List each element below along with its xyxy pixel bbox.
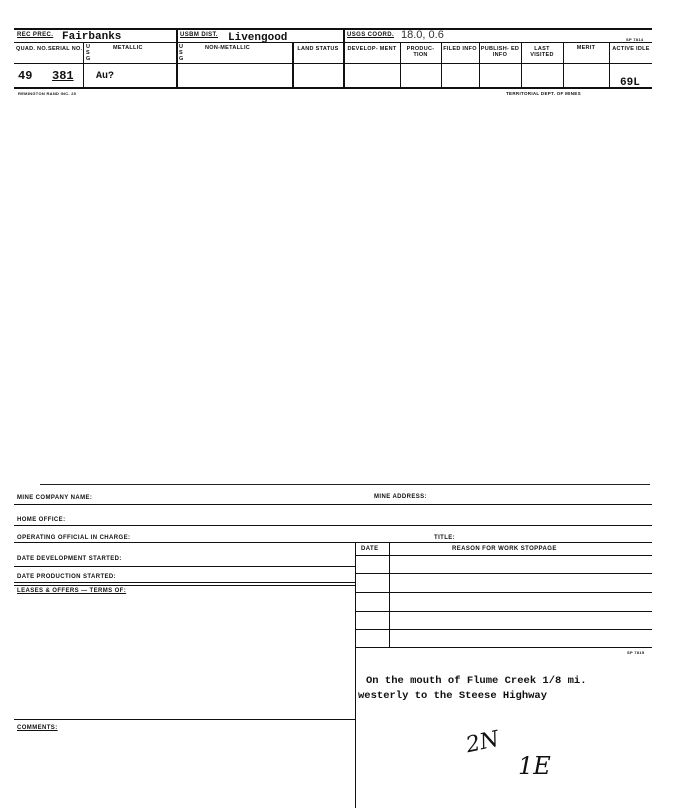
date-header: DATE [361, 546, 379, 552]
metallic-header: METALLIC [113, 45, 143, 51]
published-info-header: PUBLISH- ED INFO [480, 46, 520, 58]
date-column-divider [389, 542, 390, 648]
location-text-line-2: westerly to the Steese Highway [358, 690, 548, 702]
active-idle-header: ACTIVE IDLE [612, 46, 650, 52]
operating-official-label: OPERATING OFFICIAL IN CHARGE: [17, 535, 131, 541]
rec-prec-value: Fairbanks [62, 31, 122, 43]
development-header: DEVELOP- MENT [347, 46, 397, 52]
reason-header: REASON FOR WORK STOPPAGE [452, 546, 557, 552]
comments-rule [14, 719, 355, 720]
mine-company-name-label: MINE COMPANY NAME: [17, 495, 93, 501]
right-table-row-3 [355, 611, 652, 612]
serial-no-value: 381 [52, 69, 74, 83]
right-table-row-4 [355, 629, 652, 630]
usg-metallic-header: U S G [86, 44, 91, 62]
location-text-line-1: On the mouth of Flume Creek 1/8 mi. [366, 675, 587, 687]
row-rule-1 [14, 504, 652, 505]
top-card-colhead-rule [14, 63, 652, 64]
usgs-coord-value: 18.0, 0.6 [401, 29, 444, 41]
top-footer-right: TERRITORIAL DEPT. OF MINES [506, 91, 581, 96]
row-rule-3 [14, 542, 652, 543]
mine-address-label: MINE ADDRESS: [374, 494, 427, 500]
top-card-bottom-rule [14, 87, 652, 89]
home-office-label: HOME OFFICE: [17, 517, 66, 523]
production-header: PRODUC- TION [406, 46, 435, 58]
date-production-label: DATE PRODUCTION STARTED: [17, 574, 117, 580]
form-number-top: SP 7814 [626, 37, 644, 42]
form-number-bottom: SP 7815 [627, 650, 645, 655]
right-table-row-2 [355, 592, 652, 593]
metallic-value: Au? [96, 71, 115, 82]
left-rule-2 [14, 582, 355, 583]
last-visited-header: LAST VISITED [530, 46, 554, 58]
quad-no-header: QUAD. NO. [16, 46, 48, 52]
left-rule-1 [14, 566, 355, 567]
land-status-header: LAND STATUS [297, 46, 339, 52]
right-table-row-5 [355, 647, 652, 648]
right-table-head-rule [355, 555, 652, 556]
usbm-dist-label: USBM DIST. [180, 32, 219, 38]
divider-2 [343, 28, 345, 42]
usgs-coord-label: USGS COORD. [347, 32, 395, 38]
usg-nonmetallic-header: U S G [179, 44, 184, 62]
date-development-label: DATE DEVELOPMENT STARTED: [17, 556, 122, 562]
bottom-center-divider [355, 648, 356, 808]
serial-no-header: SERIAL NO. [48, 46, 83, 52]
left-rule-3 [14, 585, 355, 586]
merit-header: MERIT [576, 45, 596, 51]
rec-prec-label: REC PREC. [17, 32, 54, 38]
quad-no-value: 49 [18, 69, 33, 83]
active-idle-value: 69L [620, 77, 640, 89]
top-card-top-rule [14, 28, 652, 30]
right-table-left-border [355, 542, 356, 648]
divider-1 [176, 28, 178, 87]
usbm-dist-value: Livengood [228, 32, 288, 44]
right-table-row-1 [355, 573, 652, 574]
title-label: TITLE: [434, 535, 456, 541]
col-div-serial [83, 42, 84, 87]
row-rule-2 [14, 525, 652, 526]
comments-label: COMMENTS: [17, 725, 58, 731]
filed-info-header: FILED INFO [443, 46, 477, 52]
bottom-card-top-rule [40, 484, 650, 485]
handwritten-township: 2N [463, 726, 502, 759]
leases-label: LEASES & OFFERS — TERMS OF: [17, 588, 127, 594]
non-metallic-header: NON-METALLIC [205, 45, 251, 51]
handwritten-range: 1E [518, 752, 551, 780]
top-footer-left: REMINGTON RAND INC. 20 [18, 91, 77, 96]
